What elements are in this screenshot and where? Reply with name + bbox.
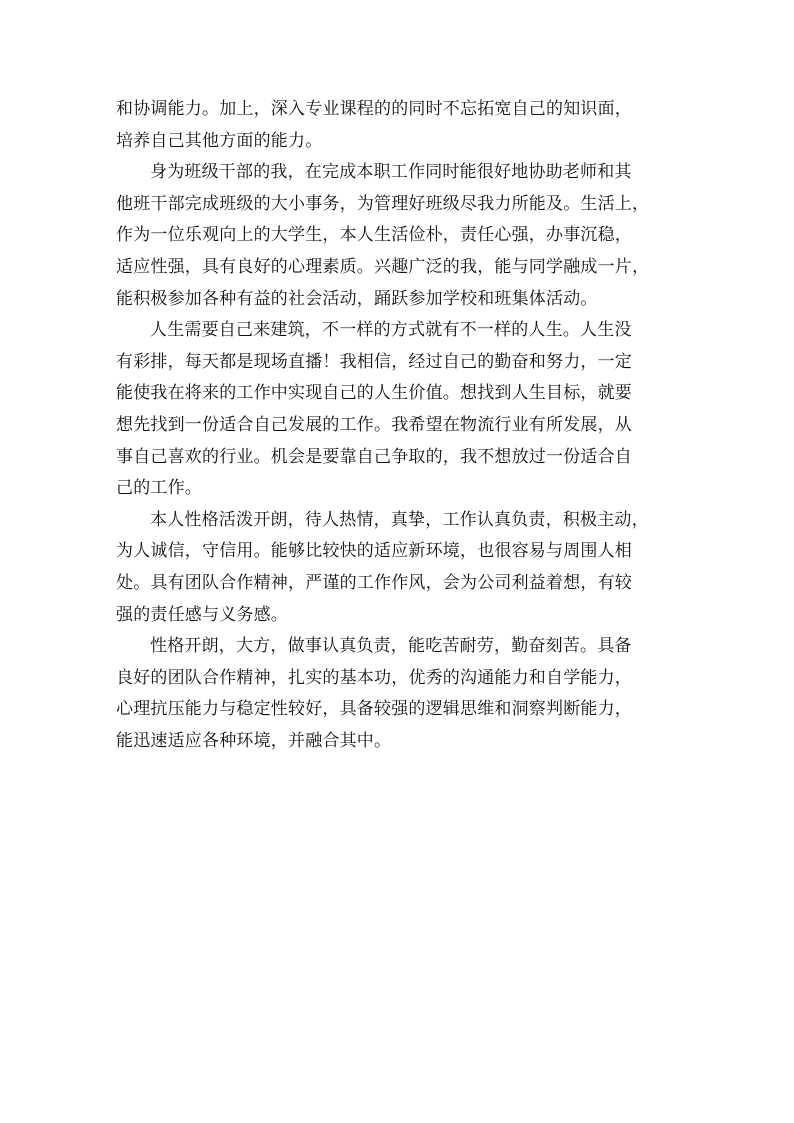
text-line: 处。具有团队合作精神，严谨的工作作风，会为公司利益着想，有较: [116, 572, 632, 593]
text-line: 己的工作。: [116, 478, 202, 499]
paragraph-strengths: [116, 631, 682, 757]
text-line: 和协调能力。加上，深入专业课程的的同时不忘拓宽自己的知识面，: [116, 99, 632, 119]
text-line: 培养自己其他方面的能力。: [116, 130, 323, 151]
text-line: 为人诚信，守信用。能够比较快的适应新环境，也很容易与周围人相: [116, 541, 632, 562]
document-body: [116, 94, 682, 757]
paragraph-personality: [116, 505, 682, 631]
text-line: 想先找到一份适合自己发展的工作。我希望在物流行业有所发展，从: [116, 414, 632, 435]
text-line: 能积极参加各种有益的社会活动，踊跃参加学校和班集体活动。: [116, 288, 598, 309]
text-line: 强的责任感与义务感。: [116, 604, 288, 625]
text-line: 人生需要自己来建筑，不一样的方式就有不一样的人生。人生没: [150, 320, 632, 341]
text-line: 能使我在将来的工作中实现自己的人生价值。想找到人生目标，就要: [116, 383, 632, 404]
text-line: 良好的团队合作精神，扎实的基本功，优秀的沟通能力和自学能力，: [116, 667, 632, 688]
paragraph-continuation: [116, 94, 682, 157]
paragraph-class-cadre: [116, 157, 682, 315]
text-line: 身为班级干部的我，在完成本职工作同时能很好地协助老师和其: [150, 162, 632, 183]
text-line: 心理抗压能力与稳定性较好，具备较强的逻辑思维和洞察判断能力，: [116, 699, 632, 720]
paragraph-life-goals: [116, 315, 682, 505]
text-line: 本人性格活泼开朗，待人热情，真挚，工作认真负责，积极主动，: [150, 509, 649, 530]
text-line: 适应性强，具有良好的心理素质。兴趣广泛的我，能与同学融成一片，: [116, 256, 650, 277]
text-line: 能迅速适应各种环境，并融合其中。: [116, 730, 392, 751]
text-line: 有彩排，每天都是现场直播！我相信，经过自己的勤奋和努力，一定: [116, 351, 632, 372]
text-line: 性格开朗，大方，做事认真负责，能吃苦耐劳，勤奋刻苦。具备: [150, 636, 632, 657]
text-line: 他班干部完成班级的大小事务，为管理好班级尽我力所能及。生活上，: [116, 193, 650, 214]
text-line: 作为一位乐观向上的大学生，本人生活俭朴，责任心强，办事沉稳，: [116, 225, 632, 246]
text-line: 事自己喜欢的行业。机会是要靠自己争取的，我不想放过一份适合自: [116, 446, 632, 467]
